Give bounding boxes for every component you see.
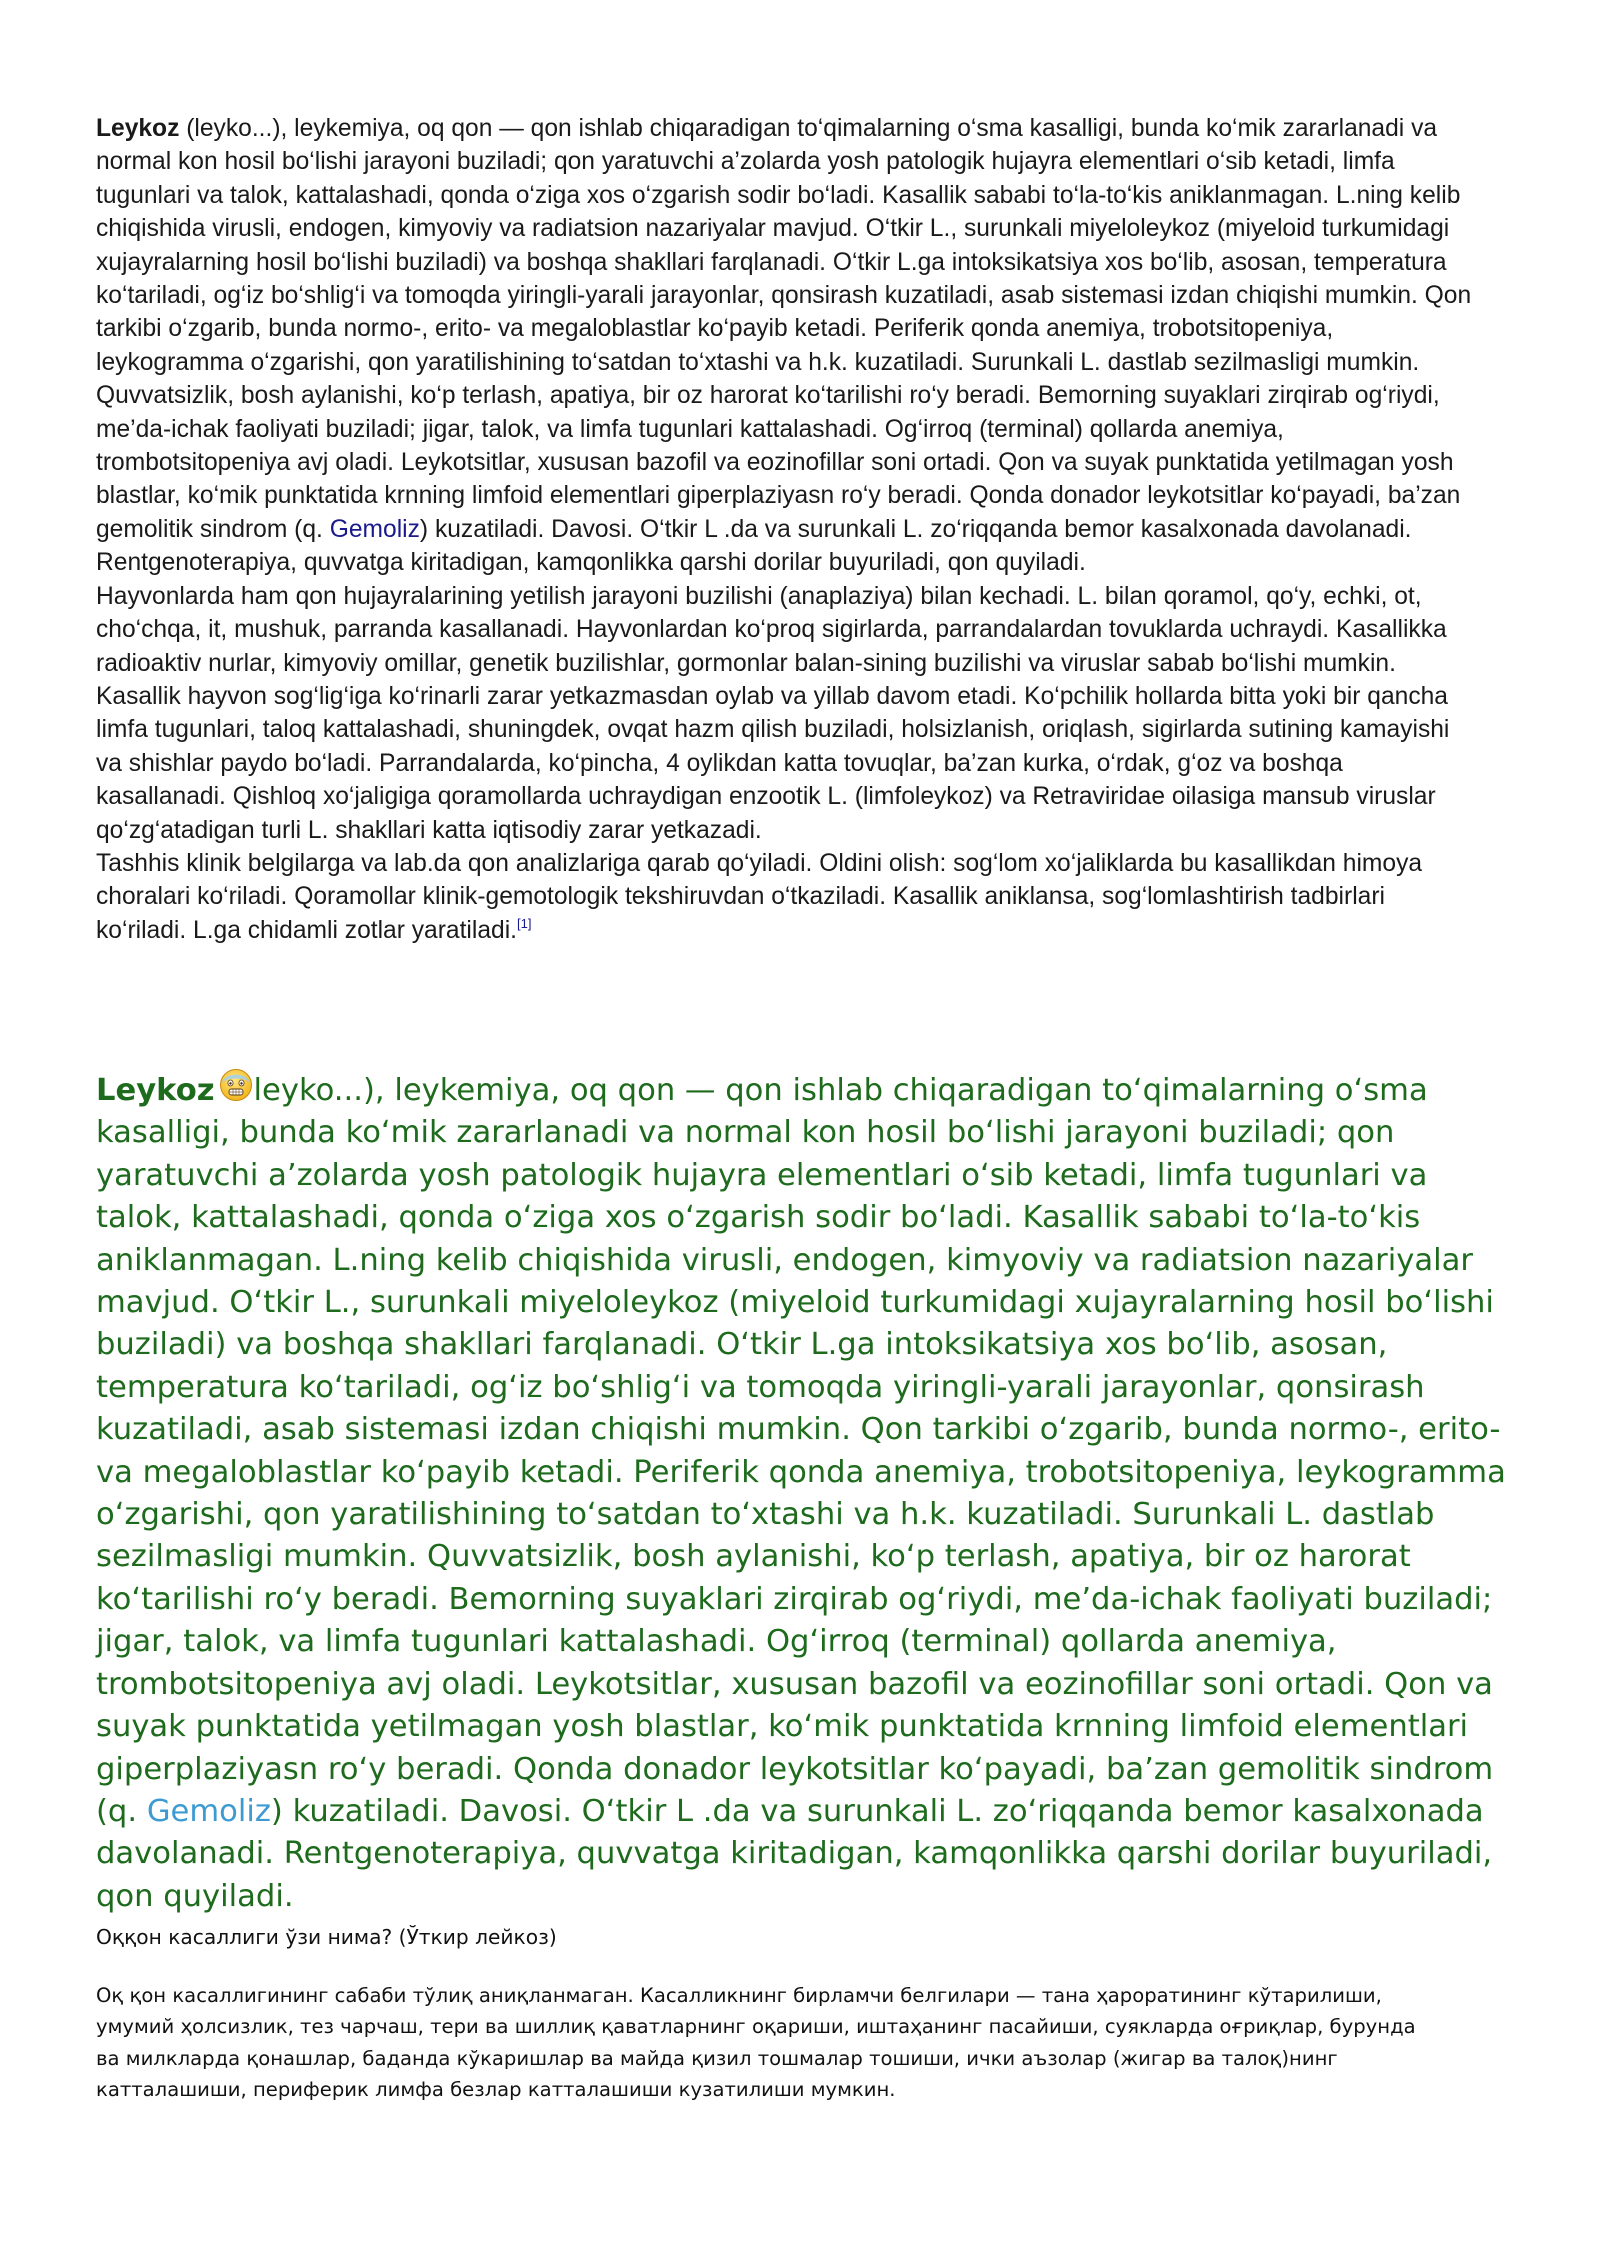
gemoliz-link-green[interactable]: Gemoliz [146, 1793, 271, 1829]
footnote-link[interactable]: [1] [517, 915, 532, 931]
article-term: Leykoz [96, 115, 180, 142]
article-paragraph-1 [96, 112, 1476, 580]
cyrillic-question: Оққон касаллиги ўзи нима? (Ўткир лейкоз) [96, 1925, 557, 1949]
green-paragraph-text-b: ) kuzatiladi. Davosi. O‘tkir L .da va surunkali L. zo‘riqqanda bemor kasalxonada davolanadi. Rentgenoterapiya, quvvatga kiritadigan, kamqonlikka qarshi dorilar buyuriladi, qon quyiladi. [96, 1793, 1493, 1914]
green-article-term: Leykoz [96, 1073, 215, 1108]
scared-face-emoji-icon [219, 1068, 253, 1102]
article-paragraph-3 [96, 847, 1476, 947]
reference-article [96, 112, 1476, 947]
green-paragraph-text-a: leyko...), leykemiya, oq qon — qon ishlab chiqaradigan to‘qimalarning o‘sma kasalligi, bunda ko‘mik zararlanadi va normal kon hosil bo‘lishi jarayoni buziladi; qon yaratuvchi a’zolarda yosh patologik hujayra elementlari o‘sib ketadi, limfa tugunlari va talok, kattalashadi, qonda o‘ziga xos o‘zgarish sodir bo‘ladi. Kasallik sababi to‘la-to‘kis aniklanmagan. L.ning kelib chiqishida virusli, endogen, kimyoviy va radiatsion nazariyalar mavjud. O‘tkir L., surunkali miyeloleykoz (miyeloid turkumidagi xujayralarning hosil bo‘lishi buziladi) va boshqa shakllari farqlanadi. O‘tkir L.ga intoksikatsiya xos bo‘lib, asosan, temperatura ko‘tariladi, og‘iz bo‘shlig‘i va tomoqda yiringli-yarali jarayonlar, qonsirash kuzatiladi, asab sistemasi izdan chiqishi mumkin. Qon tarkibi o‘zgarib, bunda normo-, erito-va megaloblastlar ko‘payib ketadi. Periferik qonda anemiya, trobotsitopeniya, leykogramma o‘zgarishi, qon yaratilishining to‘satdan to‘xtashi va h.k. kuzatiladi. Surunkali L. dastlab sezilmasligi mumkin. Quvvatsizlik, bosh aylanishi, ko‘p terlash, apatiya, bir oz harorat ko‘tarilishi ro‘y beradi. Bemorning suyaklari zirqirab og‘riydi, me’da-ichak faoliyati buziladi; jigar, talok, va limfa tugunlari kattalashadi. Og‘irroq (terminal) qollarda anemiya, trombotsitopeniya avj oladi. Leykotsitlar, xususan bazofil va eozinofillar soni ortadi. Qon va suyak punktatida yetilmagan yosh blastlar, ko‘mik punktatida krnning limfoid elementlari giperplaziyasn ro‘y beradi. Qonda donador leykotsitlar ko‘payadi, ba’zan gemolitik sindrom (q. [96, 1073, 1506, 1829]
article-paragraph-2: Hayvonlarda ham qon hujayralarining yetilish jarayoni buzilishi (anaplaziya) bilan kechadi. L. bilan qoramol, qo‘y, echki, ot, cho‘chqa, it, mushuk, parranda kasallanadi. Hayvonlardan ko‘proq sigirlarda, parrandalardan tovuklarda uchraydi. Kasallikka radioaktiv nurlar, kimyoviy omillar, genetik buzilishlar, gormonlar balan-sining buzilishi va viruslar sabab bo‘lishi mumkin. Kasallik hayvon sog‘lig‘iga ko‘rinarli zarar yetkazmasdan oylab va yillab davom etadi. Ko‘pchilik hollarda bitta yoki bir qancha limfa tugunlari, taloq kattalashadi, shuningdek, ovqat hazm qilish buziladi, holsizlanish, oriqlash, sigirlarda sutining kamayishi va shishlar paydo bo‘ladi. Parrandalarda, ko‘pincha, 4 oylikdan katta tovuqlar, ba’zan kurka, o‘rdak, g‘oz va boshqa kasallanadi. Qishloq xo‘jaligiga qoramollarda uchraydigan enzootik L. (limfoleykoz) va Retraviridae oilasiga mansub viruslar qo‘zg‘atadigan turli L. shakllari katta iqtisodiy zarar yetkazadi. [96, 582, 1450, 844]
gemoliz-link[interactable]: Gemoliz [329, 515, 420, 543]
paragraph-1-text-a: (leyko...), leykemiya, oq qon — qon ishlab chiqaradigan to‘qimalarning o‘sma kasalligi, bunda ko‘mik zararlanadi va normal kon hosil bo‘lishi jarayoni buziladi; qon yaratuvchi a’zolarda yosh patologik hujayra elementlari o‘sib ketadi, limfa tugunlari va talok, kattalashadi, qonda o‘ziga xos o‘zgarish sodir bo‘ladi. Kasallik sababi to‘la-to‘kis aniklanmagan. L.ning kelib chiqishida virusli, endogen, kimyoviy va radiatsion nazariyalar mavjud. O‘tkir L., surunkali miyeloleykoz (miyeloid turkumidagi xujayralarning hosil bo‘lishi buziladi) va boshqa shakllari farqlanadi. O‘tkir L.ga intoksikatsiya xos bo‘lib, asosan, temperatura ko‘tariladi, og‘iz bo‘shlig‘i va tomoqda yiringli-yarali jarayonlar, qonsirash kuzatiladi, asab sistemasi izdan chiqishi mumkin. Qon tarkibi o‘zgarib, bunda normo-, erito- va megaloblastlar ko‘payib ketadi. Periferik qonda anemiya, trobotsitopeniya, leykogramma o‘zgarishi, qon yaratilishining to‘satdan to‘xtashi va h.k. kuzatiladi. Surunkali L. dastlab sezilmasligi mumkin. Quvvatsizlik, bosh aylanishi, ko‘p terlash, apatiya, bir oz harorat ko‘tarilishi ro‘y beradi. Bemorning suyaklari zirqirab og‘riydi, me’da-ichak faoliyati buziladi; jigar, talok, va limfa tugunlari kattalashadi. Og‘irroq (terminal) qollarda anemiya, trombotsitopeniya avj oladi. Leykotsitlar, xususan bazofil va eozinofillar soni ortadi. Qon va suyak punktatida yetilmagan yosh blastlar, ko‘mik punktatida krnning limfoid elementlari giperplaziyasn ro‘y beradi. Qonda donador leykotsitlar ko‘payadi, ba’zan gemolitik sindrom (q. [96, 115, 1472, 543]
green-article-paragraph [96, 1068, 1516, 1918]
cyrillic-answer: Оқ қон касаллигининг сабаби тўлиқ аниқланмаган. Касалликнинг бирламчи белгилари — тана ҳароратининг кўтарилиши, умумий ҳолсизлик, тез чарчаш, тери ва шиллиқ қаватларнинг оқариши, иштаҳанинг пасайиши, суякларда оғриқлар, бурунда ва милкларда қонашлар, баданда кўкаришлар ва майда қизил тошмалар тошиши, ички аъзолар (жигар ва талоқ)нинг катталашиши, периферик лимфа безлар катталашиши кузатилиши мумкин. [96, 1984, 1416, 2102]
paragraph-3-text: Tashhis klinik belgilarga va lab.da qon analizlariga qarab qo‘yiladi. Oldini olish: sog‘lom xo‘jaliklarda bu kasallikdan himoya choralari ko‘riladi. Qoramollar klinik-gemotologik tekshiruvdan o‘tkaziladi. Kasallik aniklansa, sog‘lomlashtirish tadbirlari ko‘riladi. L.ga chidamli zotlar yaratiladi. [96, 849, 1423, 944]
paragraph-1-text-b: ) kuzatiladi. Davosi. O‘tkir L .da va surunkali L. zo‘riqqanda bemor kasalxonada davolanadi. Rentgenoterapiya, quvvatga kiritadigan, kamqonlikka qarshi dorilar buyuriladi, qon quyiladi. [96, 515, 1412, 577]
green-article [96, 1068, 1516, 1918]
